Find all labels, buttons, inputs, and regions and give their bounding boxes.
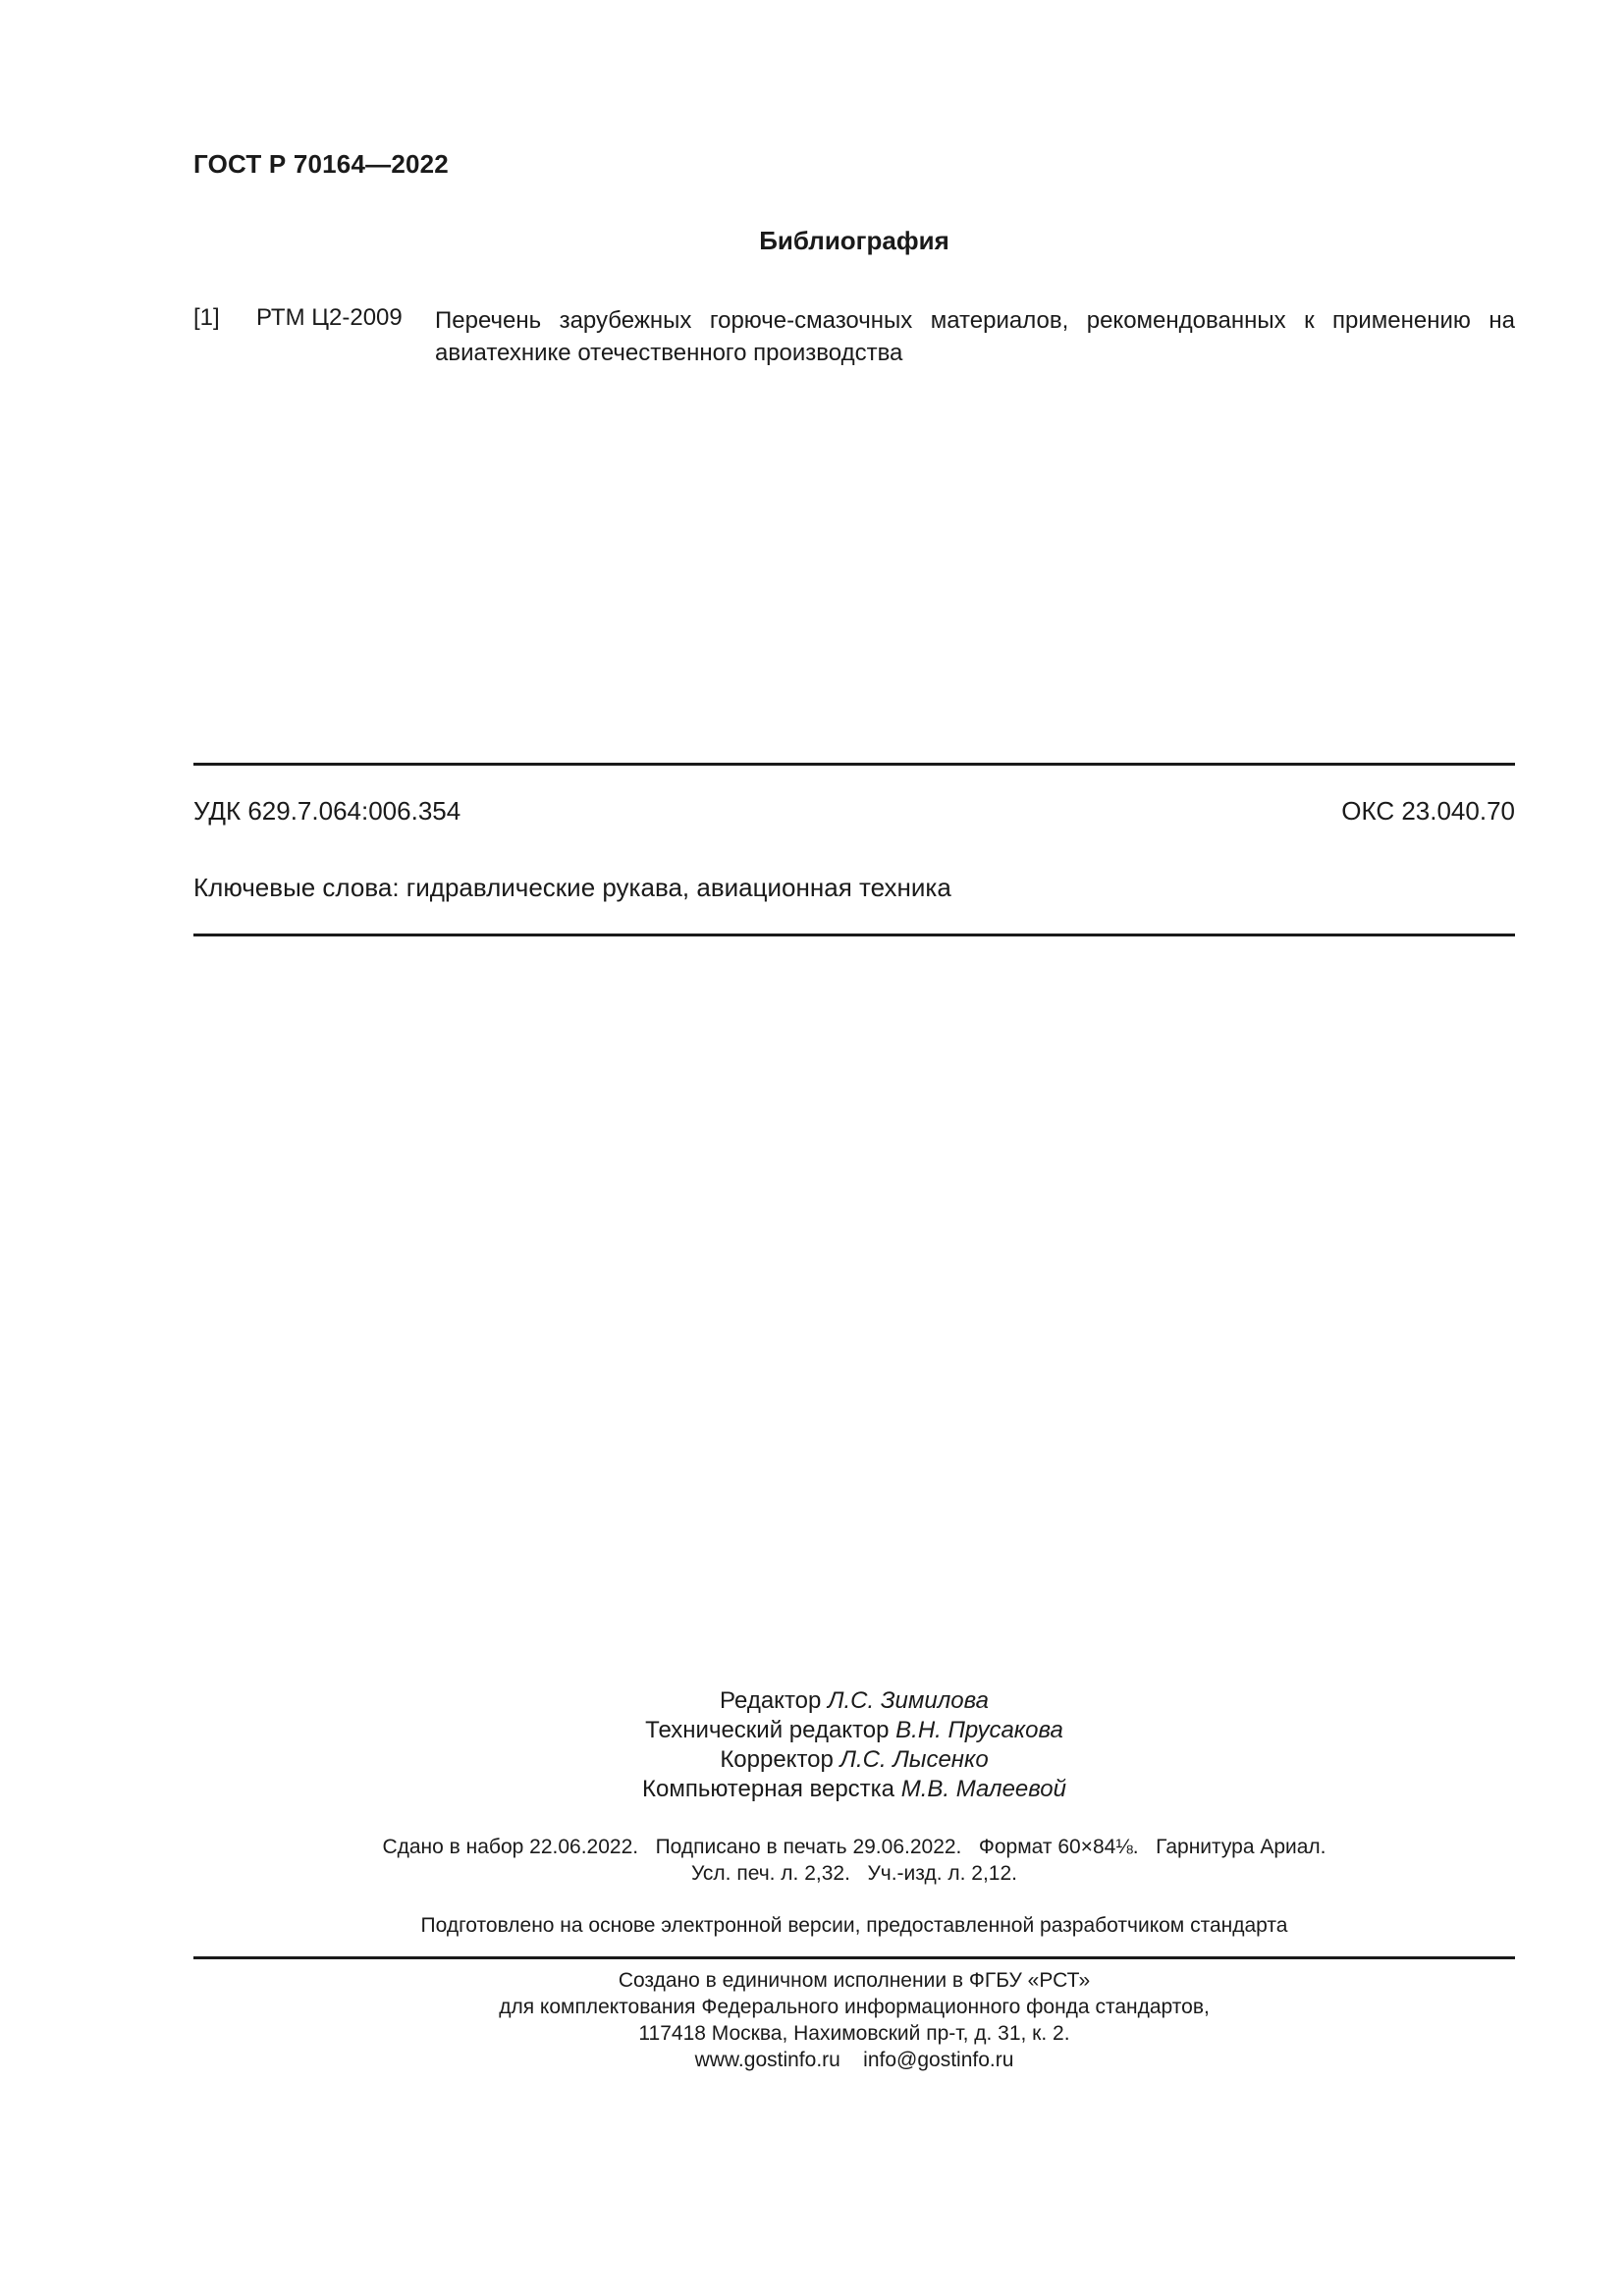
bibliography-title: Библиография (759, 226, 949, 255)
print-info-line1: Сдано в набор 22.06.2022. Подписано в печать 29.06.2022. Формат 60×84⅛. Гарнитура Ариал. (382, 1836, 1326, 1858)
divider-top (193, 763, 1515, 766)
divider-publisher (193, 1956, 1515, 1959)
udk-code: УДК 629.7.064:006.354 (193, 796, 461, 826)
credit-editor: Редактор Л.С. Зимилова (720, 1687, 989, 1714)
publisher-links: www.gostinfo.ru info@gostinfo.ru (694, 2049, 1014, 2071)
print-info-line2: Усл. печ. л. 2,32. Уч.-изд. л. 2,12. (690, 1862, 1017, 1885)
credit-corrector: Корректор Л.С. Лысенко (720, 1746, 989, 1773)
prepared-note: Подготовлено на основе электронной версии, предоставленной разработчиком стандарта (420, 1914, 1288, 1937)
reference-code: РТМ Ц2-2009 (256, 304, 403, 331)
credit-layout: Компьютерная верстка М.В. Малеевой (642, 1776, 1066, 1802)
print-info (0, 1834, 1624, 1887)
oks-code: ОКС 23.040.70 (1341, 796, 1515, 826)
divider-keywords (193, 934, 1515, 936)
standard-id: ГОСТ Р 70164—2022 (193, 149, 449, 179)
credits-block (0, 1686, 1624, 1804)
credit-tech-editor: Технический редактор В.Н. Прусакова (645, 1717, 1063, 1743)
publisher-line1: Создано в единичном исполнении в ФГБУ «РСТ» (618, 1969, 1091, 1992)
publisher-block (0, 1967, 1624, 2073)
publisher-line3: 117418 Москва, Нахимовский пр-т, д. 31, к. 2. (638, 2022, 1070, 2045)
keywords: Ключевые слова: гидравлические рукава, авиационная техника (193, 873, 951, 902)
reference-text: Перечень зарубежных горюче-смазочных материалов, рекомендованных к применению на авиатехнике отечественного производства (435, 307, 1515, 366)
publisher-line2: для комплектования Федерального информационного фонда стандартов, (499, 1996, 1210, 2018)
reference-number: [1] (193, 304, 220, 331)
